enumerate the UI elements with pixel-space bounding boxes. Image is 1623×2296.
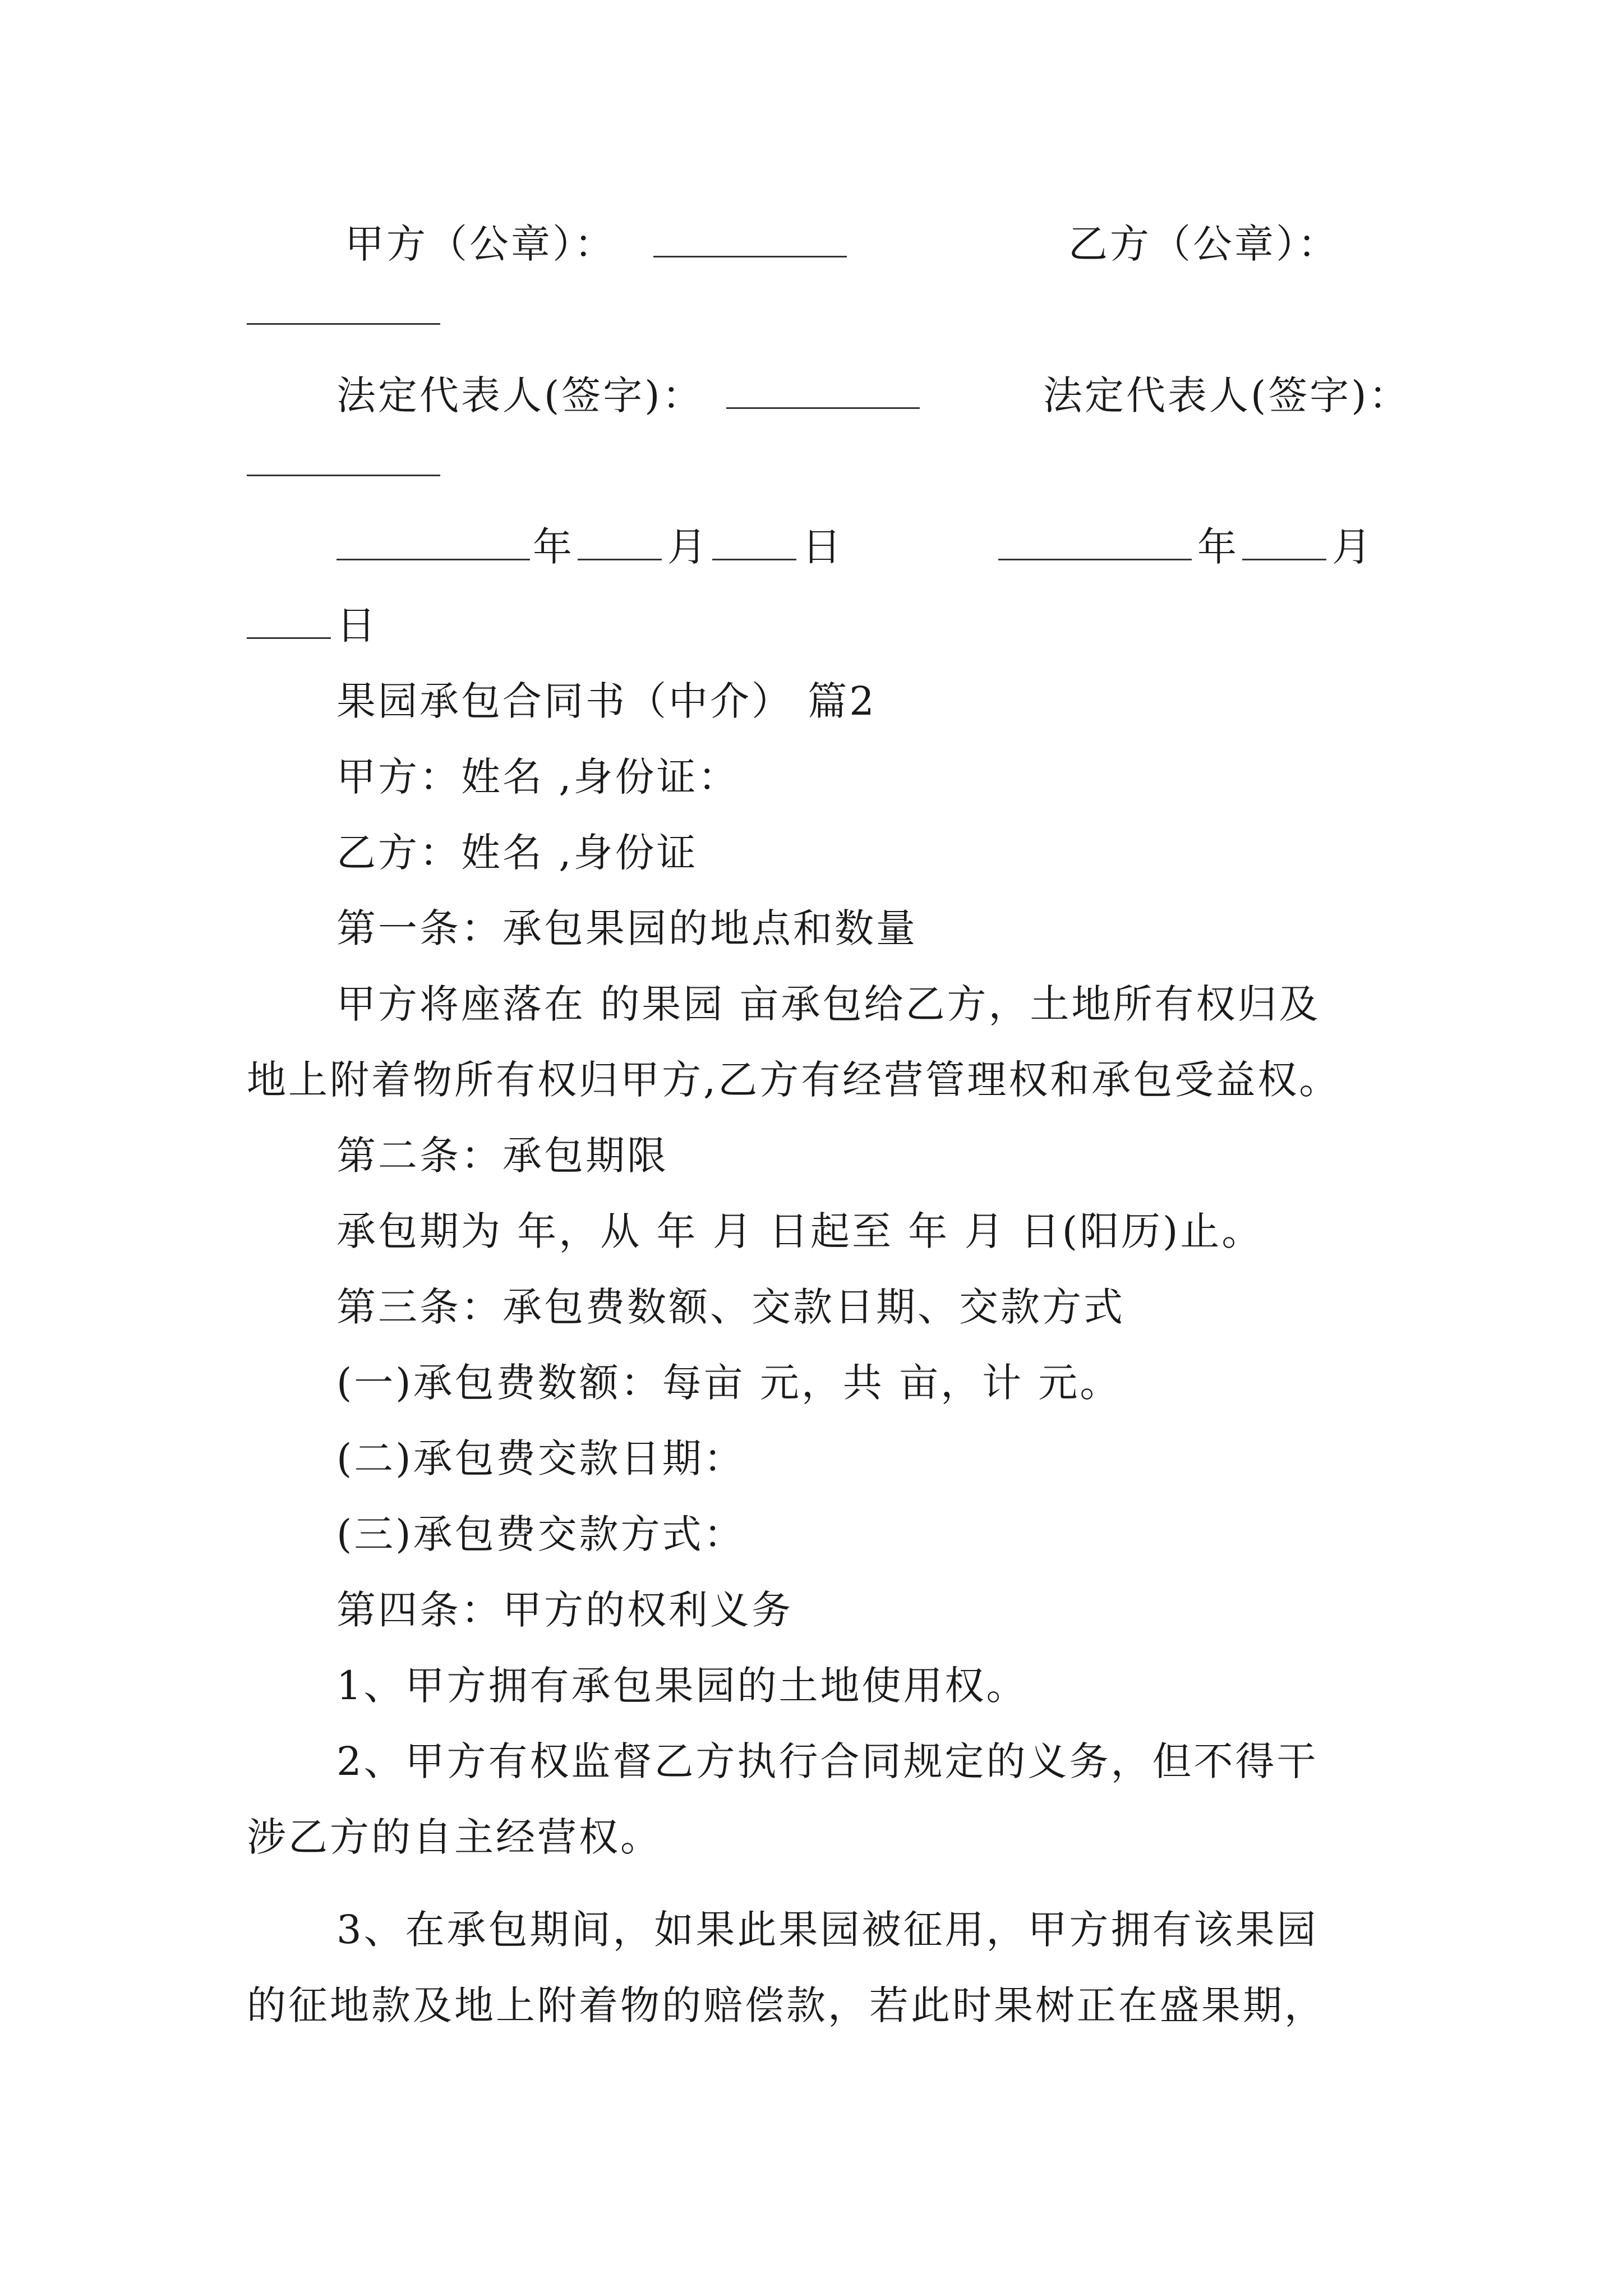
party-b-rep-label: 法定代表人(签字)： [1043,372,1410,418]
party-b-rep-blank-row [0,432,1623,494]
article-4-item-3-line-2: 的征地款及地上附着物的赔偿款，若此时果树正在盛果期， [247,1982,1326,2028]
article-4-item-3-line-1: 3、在承包期间，如果此果园被征用，甲方拥有该果园 [336,1907,1318,1953]
article-1-text-line-2: 地上附着物所有权归甲方,乙方有经营管理权和承包受益权。 [247,1057,1341,1103]
month-label: 月 [667,524,709,570]
party-b-seal-blank-row [0,280,1623,342]
party-a-rep-label: 法定代表人(签字)： [336,372,704,418]
party-a-year-blank[interactable] [336,527,530,560]
party-a-line: 甲方：姓名 ,身份证： [336,754,740,800]
year-label-b: 年 [1197,524,1239,570]
party-a-rep-blank[interactable] [726,376,920,409]
contract-title: 果园承包合同书（中介） 篇2 [336,678,877,724]
article-4-item-2-line-2: 涉乙方的自主经营权。 [247,1814,662,1860]
day-label: 日 [802,524,843,570]
signature-date-row [0,516,1623,578]
article-4-title: 第四条：甲方的权利义务 [336,1587,793,1633]
party-b-day-row [0,595,1623,656]
article-1-text-line-1: 甲方将座落在 的果园 亩承包给乙方，土地所有权归及 [336,981,1321,1027]
year-label: 年 [533,524,574,570]
party-a-seal-label: 甲方（公章）： [345,221,616,267]
party-b-seal-label: 乙方（公章）： [1068,221,1339,267]
month-label-b: 月 [1332,524,1373,570]
article-4-item-2-line-1: 2、甲方有权监督乙方执行合同规定的义务，但不得干 [336,1738,1318,1784]
party-b-seal-blank[interactable] [247,292,440,325]
day-label-b: 日 [336,602,378,648]
party-a-month-blank[interactable] [578,527,662,560]
article-4-item-1: 1、甲方拥有承包果园的土地使用权。 [336,1663,1028,1709]
article-2-title: 第二条：承包期限 [336,1133,668,1179]
article-3-item-1: (一)承包费数额：每亩 元，共 亩，计 元。 [336,1360,1122,1406]
party-b-rep-blank[interactable] [247,443,440,476]
article-3-item-2: (二)承包费交款日期： [336,1435,745,1481]
signature-rep-row [0,365,1623,426]
article-2-text: 承包期为 年，从 年 月 日起至 年 月 日(阳历)止。 [336,1208,1264,1254]
party-a-seal-blank[interactable] [653,224,847,257]
signature-seal-row [0,213,1623,275]
party-b-month-blank[interactable] [1242,527,1326,560]
article-3-title: 第三条：承包费数额、交款日期、交款方式 [336,1284,1125,1330]
party-b-day-blank[interactable] [247,606,331,639]
article-3-item-3: (三)承包费交款方式： [336,1511,745,1557]
article-1-title: 第一条：承包果园的地点和数量 [336,905,917,951]
party-a-day-blank[interactable] [712,527,796,560]
party-b-year-blank[interactable] [998,527,1192,560]
party-b-line: 乙方：姓名 ,身份证 [336,830,698,876]
